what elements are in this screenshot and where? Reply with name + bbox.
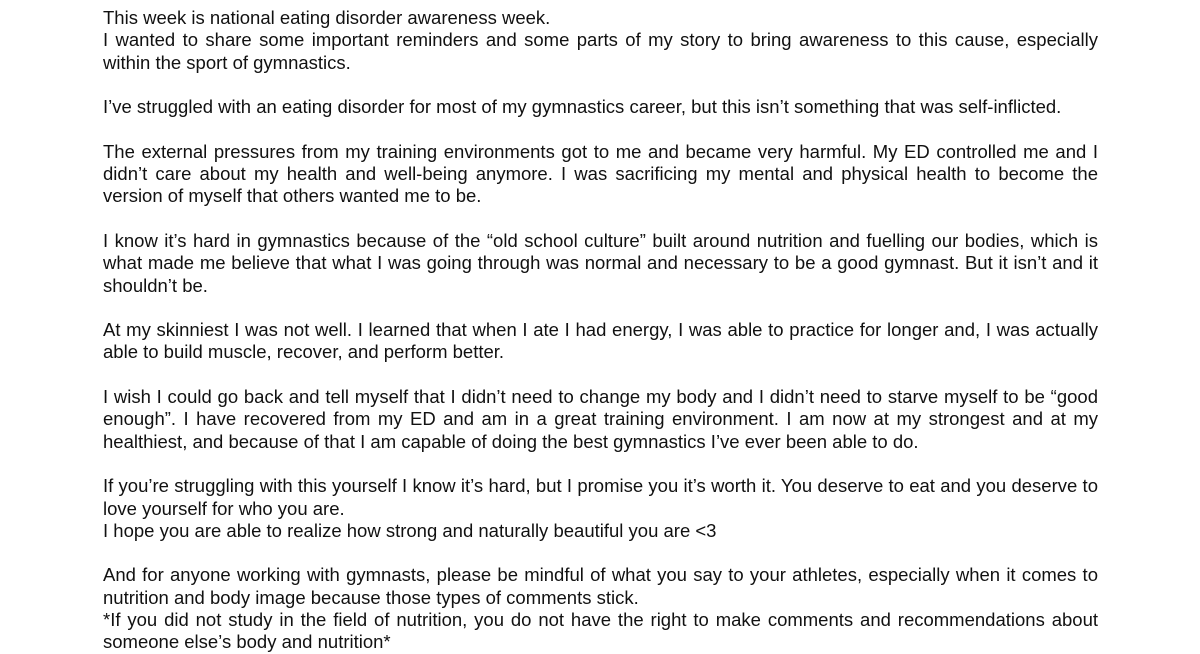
paragraph-awareness-week xyxy=(103,7,1098,74)
text-line: I hope you are able to realize how strong and naturally beautiful you are <3 xyxy=(103,519,717,541)
paragraph-coaches-note xyxy=(103,564,1098,653)
text-line: At my skinniest I was not well. I learned that when I ate I had energy, I was able to practice for longer and, I was actually able to build muscle, recover, and perform better. xyxy=(103,319,1098,363)
paragraph-old-school-culture xyxy=(103,230,1098,297)
text-line: And for anyone working with gymnasts, please be mindful of what you say to your athletes, especially when it comes to nutrition and body image because those types of comments stick. xyxy=(103,564,1098,608)
paragraph-external-pressures xyxy=(103,141,1098,208)
paragraph-skinniest xyxy=(103,319,1098,364)
document-body xyxy=(103,7,1098,654)
paragraph-struggle xyxy=(103,96,1098,118)
text-line: I wanted to share some important reminders and some parts of my story to bring awareness to this cause, especially within the sport of gymnastics. xyxy=(103,29,1098,73)
text-line: If you’re struggling with this yourself I know it’s hard, but I promise you it’s worth it. You deserve to eat and you deserve to love yourself for who you are. xyxy=(103,475,1098,519)
text-line: I know it’s hard in gymnastics because of the “old school culture” built around nutrition and fuelling our bodies, which is what made me believe that what I was going through was normal and necessary to be a good gymnast. But it isn’t and it shouldn’t be. xyxy=(103,229,1098,296)
paragraph-encouragement xyxy=(103,475,1098,542)
paragraph-recovery xyxy=(103,386,1098,453)
text-line: I wish I could go back and tell myself that I didn’t need to change my body and I didn’t need to starve myself to be “good enough”. I have recovered from my ED and am in a great training environment. I am now at my strongest and at my healthiest, and because of that I am capable of doing the best gymnastics I’ve ever been able to do. xyxy=(103,386,1098,452)
text-line: This week is national eating disorder awareness week. xyxy=(103,7,551,28)
text-line: I’ve struggled with an eating disorder for most of my gymnastics career, but this isn’t something that was self-inflicted. xyxy=(103,96,1062,118)
text-line: *If you did not study in the field of nutrition, you do not have the right to make comments and recommendations about someone else’s body and nutrition* xyxy=(103,609,1098,653)
text-line: The external pressures from my training environments got to me and became very harmful. My ED controlled me and I didn’t care about my health and well-being anymore. I was sacrificing my mental and physical health to become the version of myself that others wanted me to be. xyxy=(103,140,1098,207)
